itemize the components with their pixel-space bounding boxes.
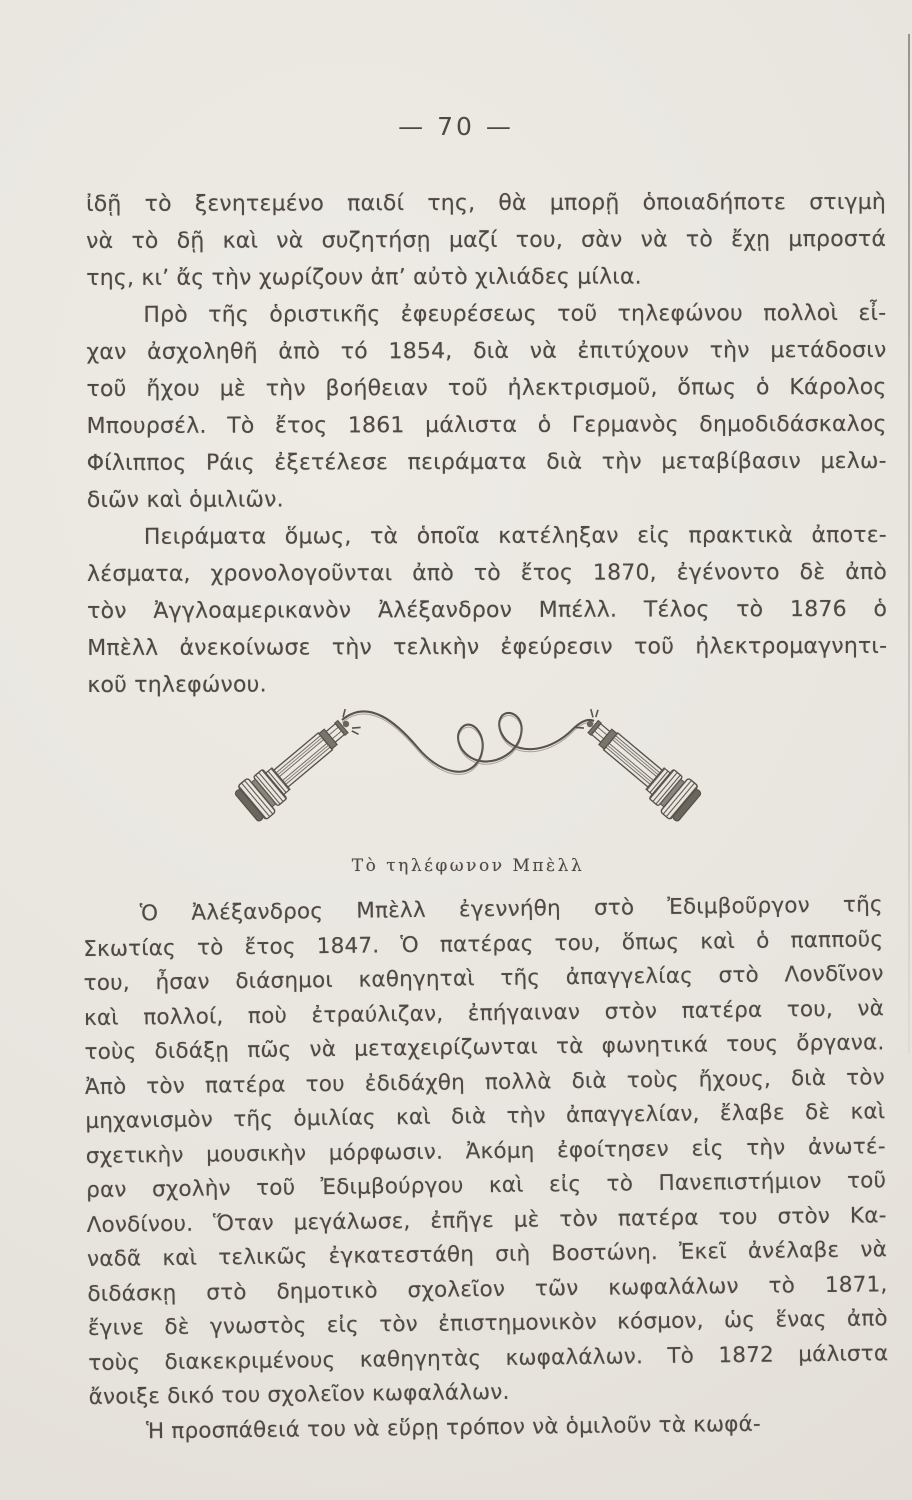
text-line: κοῦ τηλεφώνου. [87, 672, 267, 698]
text-line: Μπουρσέλ. Τὸ ἔτος 1861 μάλιστα ὁ Γερμανὸς δημοδιδάσκαλος [86, 411, 887, 439]
text-line: της, κι’ ἄς τὴν χωρίζουν ἀπ’ αὐτὸ χιλιάδες μίλια. [86, 264, 642, 291]
text-line: καὶ πολλοί, ποὺ ἐτραύλιζαν, ἐπήγαιναν στὸν πατέρα του, νὰ [83, 995, 885, 1031]
text-line: λέσματα, χρονολογοῦνται ἀπὸ τὸ ἔτος 1870, ἐγένοντο δὲ ἀπὸ [86, 559, 888, 587]
text-line: νὰ τὸ δῇ καὶ νὰ συζητήσῃ μαζί του, σὰν νὰ τὸ ἔχῃ μπροστά [86, 226, 887, 254]
telephone-figure [228, 700, 708, 876]
paragraph [87, 517, 887, 704]
text-line: Ἀπὸ τὸν πατέρα του ἐδιδάχθη πολλὰ διὰ τοὺς ἤχους, διὰ τὸν [84, 1064, 886, 1100]
page-edge-shadow [908, 34, 910, 1054]
connecting-cord [342, 711, 594, 774]
text-line: διῶν καὶ ὁμιλιῶν. [86, 487, 284, 513]
text-line: Πειράματα ὅμως, τὰ ὁποῖα κατέληξαν εἰς πρακτικὰ ἀποτε- [143, 522, 887, 550]
paragraph [86, 184, 886, 297]
text-line: Λονδίνου. Ὅταν μεγάλωσε, ἐπῆγε μὲ τὸν πατέρα του στὸν Κα- [86, 1202, 887, 1238]
text-line: Ἡ προσπάθειά του νὰ εὕρῃ τρόπον νὰ ὁμιλοῦν τὰ κωφά- [145, 1411, 762, 1444]
body-text [83, 186, 889, 1450]
text-line: τοὺς διακεκριμένους καθηγητὰς κωφαλάλων. Τὸ 1872 μάλιστα [88, 1340, 889, 1376]
page-number: — 70 — [398, 112, 514, 141]
text-line: ναδᾶ καὶ τελικῶς ἐγκατεστάθη σιὴ Βοστώνη. Ἐκεῖ ἀνέλαβε νὰ [86, 1237, 888, 1272]
left-receiver [232, 701, 367, 824]
text-line: Μπὲλλ ἀνεκοίνωσε τὴν τελικὴν ἐφεύρεσιν τοῦ ἠλεκτρομαγνητι- [87, 633, 888, 661]
text-line: τοῦ ἤχου μὲ τὴν βοήθειαν τοῦ ἠλεκτρισμοῦ, ὅπως ὁ Κάρολος [86, 374, 887, 402]
text-line: Σκωτίας τὸ ἔτος 1847. Ὁ πατέρας του, ὅπως καὶ ὁ παπποῦς [83, 926, 884, 962]
text-line: τοὺς διδάξῃ πῶς νὰ μεταχειρίζωνται τὰ φωνητικά τους ὄργανα. [84, 1030, 885, 1066]
text-block-bottom [83, 888, 890, 1450]
text-block-top [86, 184, 887, 704]
paragraph [86, 295, 887, 519]
text-line: σχετικὴν μουσικὴν μόρφωσιν. Ἀκόμη ἐφοίτησεν εἰς τὴν ἀνωτέ- [85, 1133, 886, 1169]
bell-telephone-drawing [228, 700, 708, 852]
text-line: Ὁ Ἀλέξανδρος Μπὲλλ ἐγεννήθη στὸ Ἐδιμβοῦργον τῆς [139, 892, 883, 927]
text-line: χαν ἀσχοληθῆ ἀπὸ τό 1854, διὰ νὰ ἐπιτύχουν τὴν μετάδοσιν [86, 337, 887, 365]
text-line: του, ἦσαν διάσημοι καθηγηταὶ τῆς ἀπαγγελίας στὸ Λονδῖνον [83, 961, 884, 997]
text-line: Φίλιππος Ράις ἐξετέλεσε πειράματα διὰ τὴν μεταβίβασιν μελω- [86, 448, 887, 476]
text-line: Πρὸ τῆς ὁριστικῆς ἐφευρέσεως τοῦ τηλεφώνου πολλοὶ εἶ- [143, 300, 887, 328]
text-line: ἔγινε δὲ γνωστὸς εἰς τὸν ἐπιστημονικὸν κόσμον, ὡς ἕνας ἀπὸ [87, 1306, 888, 1341]
illustration-caption: Τὸ τηλέφωνον Μπὲλλ [351, 856, 585, 876]
text-line: ἰδῇ τὸ ξενητεμένο παιδί της, θὰ μπορῇ ὁποιαδήποτε στιγμὴ [86, 189, 887, 217]
text-line: ραν σχολὴν τοῦ Ἐδιμβούργου καὶ εἰς τὸ Πανεπιστήμιον τοῦ [86, 1168, 887, 1203]
text-line: διδάσκῃ στὸ δημοτικὸ σχολεῖον τῶν κωφαλάλων τὸ 1871, [87, 1271, 888, 1307]
paragraph [83, 888, 889, 1415]
text-line: ἄνοιξε δικό του σχολεῖον κωφαλάλων. [88, 1379, 510, 1410]
text-line: τὸν Ἀγγλοαμερικανὸν Ἀλέξανδρον Μπέλλ. Τέλος τὸ 1876 ὁ [87, 596, 888, 624]
text-line: μηχανισμὸν τῆς ὁμιλίας καὶ διὰ τὴν ἀπαγγελίαν, ἔλαβε δὲ καὶ [85, 1099, 886, 1135]
